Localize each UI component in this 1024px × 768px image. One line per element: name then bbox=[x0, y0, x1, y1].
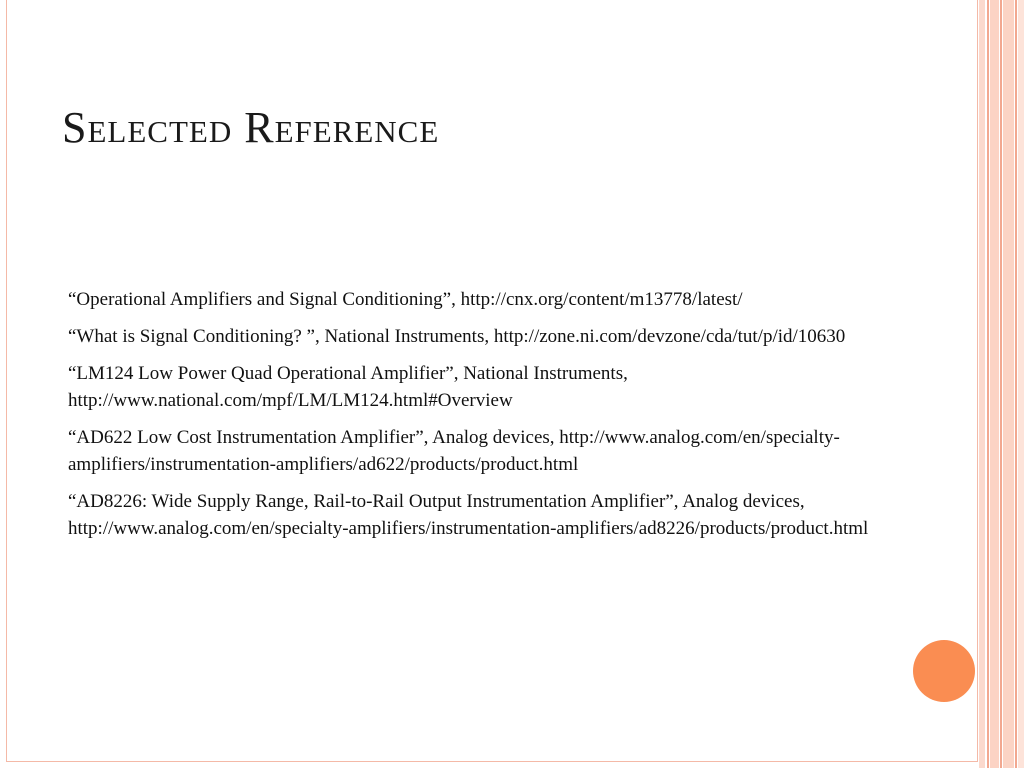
right-edge-stripe bbox=[987, 0, 989, 768]
reference-item: “AD8226: Wide Supply Range, Rail-to-Rail Output Instrumentation Amplifier”, Analog devices, http://www.analog.com/en/specialty-amplifiers/instrumentation-amplifiers/ad8226/products/product.html bbox=[68, 491, 869, 539]
right-edge-stripe bbox=[1003, 0, 1014, 768]
right-edge-stripe bbox=[1015, 0, 1017, 768]
reference-item: “Operational Amplifiers and Signal Conditioning”, http://cnx.org/content/m13778/latest/ bbox=[68, 289, 743, 310]
reference-item: “LM124 Low Power Quad Operational Amplifier”, National Instruments, http://www.national.com/mpf/LM/LM124.html#Overview bbox=[68, 363, 628, 411]
right-edge-stripe bbox=[990, 0, 999, 768]
slide-title: Selected Reference bbox=[62, 103, 440, 152]
reference-item: “What is Signal Conditioning? ”, National Instruments, http://zone.ni.com/devzone/cda/tut/p/id/10630 bbox=[68, 326, 846, 347]
reference-item: “AD622 Low Cost Instrumentation Amplifier”, Analog devices, http://www.analog.com/en/specialty-amplifiers/instrumentation-amplifiers/ad622/products/product.html bbox=[68, 427, 840, 475]
right-edge-stripe bbox=[1000, 0, 1002, 768]
reference-list bbox=[68, 286, 908, 552]
right-edge-stripe bbox=[979, 0, 985, 768]
orange-circle-decoration bbox=[913, 640, 975, 702]
right-edge-stripe bbox=[1018, 0, 1024, 768]
